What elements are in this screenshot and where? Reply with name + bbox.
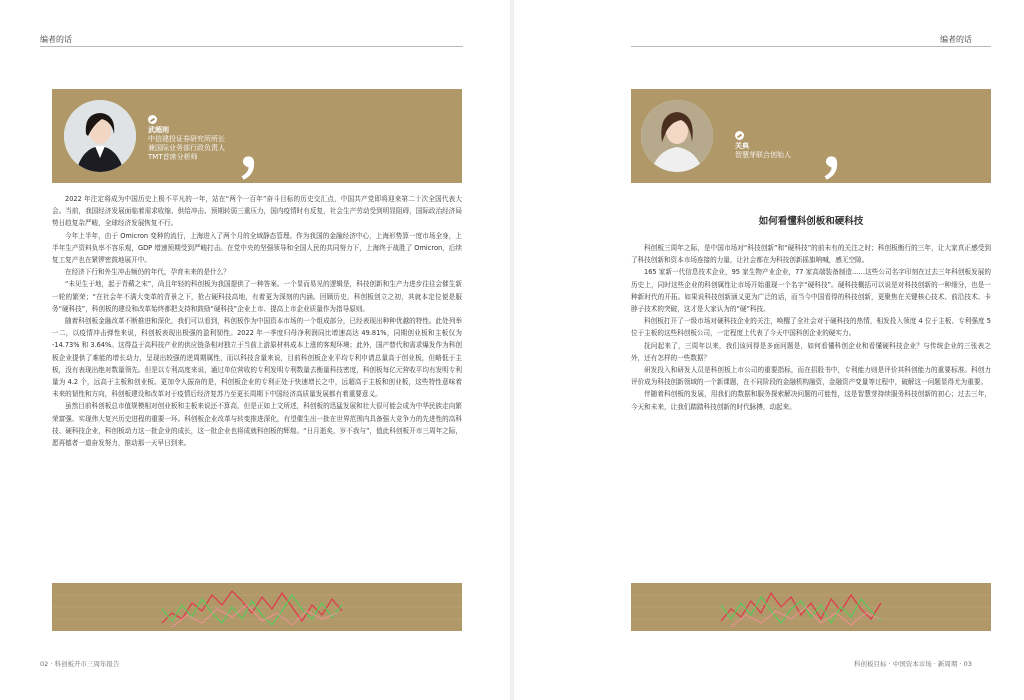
author-info: [148, 115, 225, 162]
paragraph: 虽然目前科创板总市值规模相对创业板和主板来说还不算高，但是正如上文所述，科创板的迅猛发展和壮大很可能会成为中华民族走向繁荣富强、实现伟大复兴历史进程的重要一环。科创板企业改革与转变推进深化，有望催生出一批在世界范围内具备强大竞争力的先进性的高科技、硬科技企业，科创板动力这一批企业的成长，这一批企业也将成就科创板的辉煌。“日月逝矣，岁不我与”，值此科创板开市三周年之际，愿再德者一道奋发努力，推动那一天早日到来。: [52, 402, 462, 448]
paragraph: 科创板打开了一级市场对硬科技企业的关注，唤醒了全社会对于硬科技的热情，相发投入领度 4 位于主板、专利强度 5 位于主板的这些科创板公司，一定程度上代表了今天中国科创企业的硬实力。: [631, 317, 991, 338]
portrait-image: [64, 100, 136, 172]
author-banner: [52, 89, 462, 183]
paragraph: 在经济下行和外生冲击频仍的年代，孕育未来的是什么？: [65, 268, 230, 277]
decorative-line-chart: [52, 583, 462, 631]
author-title-line: 中信建投证券研究所所长: [148, 135, 225, 143]
author-info: [735, 131, 791, 160]
decorative-line-chart: [631, 583, 991, 631]
quote-mark-icon: ，: [238, 103, 304, 181]
author-banner: [631, 89, 991, 183]
article-body: [52, 193, 462, 449]
header-rule: [631, 46, 991, 47]
page-footer: 02 · 科创板开市三周年报告: [40, 660, 120, 668]
paragraph: 随着科创板金融改革不断推进和深化，我们可以看到，科创板作为中国资本市场的一个组成部分，已经表现出种种优越的特性。此处列举一二，以疫情冲击弹性来说，科创板表现出极强的盈利韧性。2022 年一季度归母净利润同比增速高达 49.81%，同期创业板和主板仅为 -14.73% 和 3.64%。这得益于高科技产业的供应链条相对独立于当前上游原材料成本上涨的客观环境；此外，国产替代和需求爆发作为科创板企业提供了难能的增长动力，呈现出较强的逆周期属性，而以科技含量来说，目前科创板企业平均专利申请总量高于创业板，但略低于主板，没有表现出绝对数量领先。但是以专利高度来说，通过单位营收的专利发明专利数量去衡量科技密度，科创板每亿元营收平均有发明专利量为 4.2 个，远高于主板和创业板。更加令人振奋的是，科创板企业的专利正处于快速增长之中，远超高于主板和创业板，这些特性意味着未来的韧性和方向，科创板建设和改革对于疫情后经济复苏乃至更长周期下中国经济高质量发展都有着重要意义。: [52, 317, 462, 399]
page-header-label: 编者的话: [940, 35, 972, 44]
paragraph: 165 家新一代信息技术企业，95 家生物产业企业，77 家高端装备制造……这些公司名字印刻在过去三年科创板发展的历史上，同时这些企业的科创属性让市场开始重现一个名字“硬科技”。硬科技概括可以说是对科技创新的一种细分，也是一种新时代的开拓。如果说科技创新涵义更为广泛的话，而当今中国看得的科技创新，更聚焦在关键核心技术、前沿技术、卡脖子技术的突破，这才是大家认为的“硬”科技。: [631, 268, 991, 314]
author-title-line: 兼国际业务部行政负责人: [148, 144, 225, 152]
paragraph: 伴随着科创板的发展，用我们的数据和服务探索解决问题的可能性，这是智慧芽持续服务科技创新的初心；过去三年，今天和未来，让我们踏踏科技创新的时代脉搏，动起来。: [631, 390, 991, 411]
author-avatar: [641, 100, 713, 172]
author-title-line: TMT首席分析师: [148, 153, 198, 161]
paragraph: 抚问起来了，三周年以来，我们该问得是多面问题是，如何看懂科创企业和看懂硬科技企业？与传统企业的三张表之外，还有怎样的一些数据？: [631, 341, 991, 362]
author-avatar: [64, 100, 136, 172]
author-name: 武超则: [148, 126, 169, 134]
decorative-chart-banner: [52, 583, 462, 631]
quote-mark-icon: ，: [821, 103, 887, 181]
paragraph: “未见生于地，起于青蘋之末”，尚且年轻的科创板为我国提供了一种答案。一个显而易见的逻辑是，科技创新和生产力进步往往会催生新一轮的繁荣；“在社会年不满大变革的背景之下，抢占硬科技高地，有着更为深刻的内涵。回顾历史，科创板创立之初，其就本定位便是服务“硬科技”，科创板的建设和改革始终都把支持和鼓励“硬科技”企业上市、提高上市企业质量作为指导原则。: [52, 280, 462, 313]
weibo-logo-icon: [148, 115, 157, 124]
decorative-chart-banner: [631, 583, 991, 631]
author-name: 关典: [735, 142, 749, 150]
page-header-label: 编者的话: [40, 35, 72, 44]
left-page: [0, 0, 510, 700]
right-page: [514, 0, 1024, 700]
weibo-logo-icon: [735, 131, 744, 140]
portrait-image: [641, 100, 713, 172]
author-title-line: 智慧芽联合创始人: [735, 151, 791, 159]
article-body: [631, 242, 991, 413]
paragraph: 今年上半年，由于 Omicron 变种的流行，上海进入了两个月的全域静态管理。作为我国的金融经济中心，上海形势算一度市场全身，上半年生产资料负率不容乐观，GDP 增速预期受到严峻打击。在党中央的坚强领导和全国人民的共同努力下，上海终于战胜了 Omicron，后续复工复产也在紧锣密鼓地展开中。: [52, 231, 462, 265]
article-title: 如何看懂科创板和硬科技: [758, 216, 864, 227]
paragraph: 2022 年注定将成为中国历史上极不平凡的一年，站在“两个一百年”奋斗目标的历史交汇点，中国共产党即将迎来第二十次全国代表大会。当前，我国经济发展面临着需求收缩、供给冲击、预期转弱三重压力，国内疫情时有反复，社会生产劳动受到明显阻碍，国际政治经济局势日趋复杂严峻，全球经济发展恢复不行。: [52, 195, 462, 228]
paragraph: 科创板三周年之际，是中国市场对“科技创新”和“硬科技”的前未有的关注之时；科创板衡行的三年，让大家真正感受到了科技创新和资本市场连接的力量，让社会都在为科技创新摇旗呐喊，感无空隙。: [631, 244, 991, 265]
paragraph: 研发投入和研发人员是科创板上市公司的重要指标，而在招股书中，专利能力则是评价其科创能力的重要标准。科创力评价成为科技创新领域的一个新课题，在不同阶段的金融机构融资，金融资产变量等过程中，破解这一问题显得尤为重要。: [631, 366, 991, 387]
page-footer: 科创板目标 · 中国资本市场 · 新周期 · 03: [854, 660, 972, 668]
header-rule: [40, 46, 463, 47]
